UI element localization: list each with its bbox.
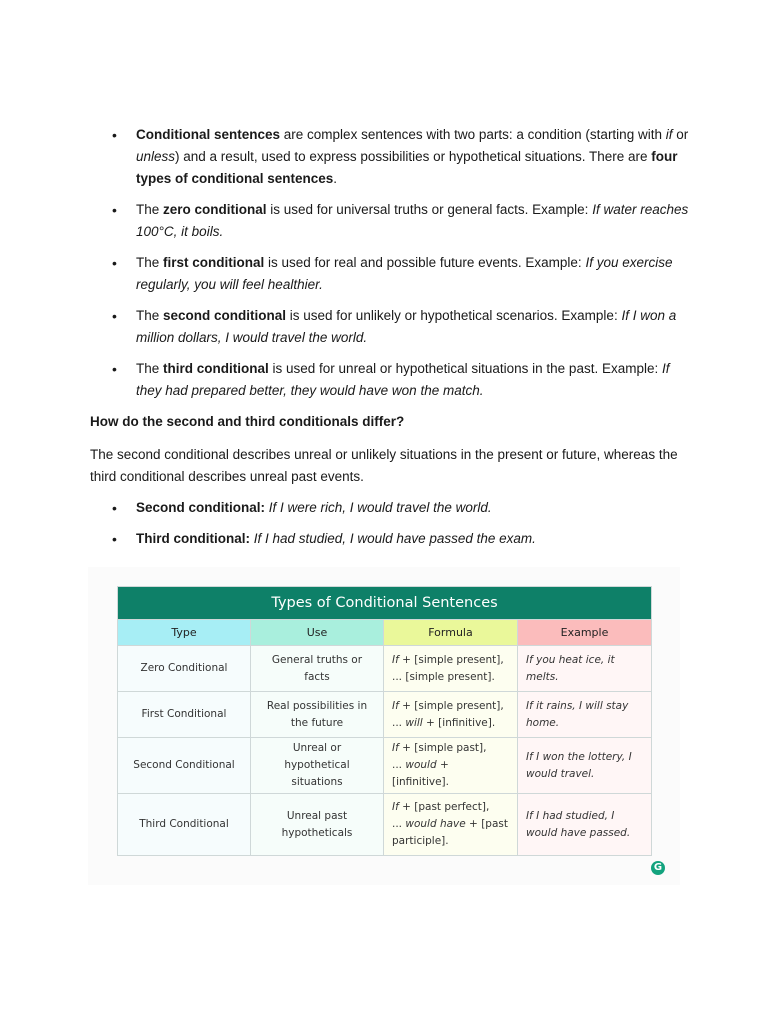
text-run: is used for unlikely or hypothetical scenarios. Example: [286, 308, 622, 323]
paragraph: The second conditional describes unreal or unlikely situations in the present or future, whereas the third conditional describes unreal past events. [90, 447, 678, 484]
formula-part: + [simple past], [398, 742, 487, 754]
text-run: or [672, 127, 689, 142]
example-cell: If I had studied, I would have passed. [518, 794, 652, 856]
use-cell: Unreal or hypothetical situations [251, 738, 384, 794]
conditional-types-table [117, 586, 652, 856]
section-heading: How do the second and third conditionals differ? [90, 414, 405, 429]
comparison-bullet-list [90, 497, 690, 550]
formula-modal: will [405, 716, 423, 729]
example-text: If I had studied, I would have passed the exam. [250, 531, 536, 546]
example-cell: If it rains, I will stay home. [518, 692, 652, 738]
use-cell: Unreal past hypotheticals [251, 794, 384, 856]
formula-part: + [infinitive]. [422, 716, 496, 729]
text-run: is used for unreal or hypothetical situations in the past. Example: [268, 361, 662, 376]
bold-term: zero conditional [163, 202, 267, 217]
example-cell: If you heat ice, it melts. [518, 646, 652, 692]
list-item [90, 199, 690, 243]
text-run: The [136, 255, 164, 270]
formula-cell [384, 646, 518, 692]
text-run: . [333, 171, 338, 186]
text-run: The [136, 308, 164, 323]
conditional-table-figure [88, 567, 680, 885]
formula-part: + [past perfect], [398, 801, 490, 813]
text-run: The [136, 202, 164, 217]
text-run: are complex sentences with two parts: a condition (starting with [280, 127, 666, 142]
text-run: ) and a result, used to express possibilities or hypothetical situations. There are [175, 149, 652, 164]
example-text: If they had prepared better, they would have won the match. [136, 361, 670, 398]
bold-term: Second conditional: [136, 500, 266, 515]
type-cell: Second Conditional [118, 738, 251, 794]
table-row [118, 646, 652, 692]
type-cell: Zero Conditional [118, 646, 251, 692]
formula-part: + [infinitive]. [392, 759, 449, 788]
formula-if: If [392, 653, 399, 666]
italic-word: unless [136, 149, 176, 164]
formula-part: + [simple present], [398, 653, 504, 666]
example-text: If I were rich, I would travel the world. [265, 500, 492, 515]
list-item [90, 124, 690, 190]
formula-cell [384, 738, 518, 794]
list-item [90, 252, 690, 296]
formula-if: If [392, 742, 399, 754]
table-row [118, 738, 652, 794]
bold-term: Third conditional: [136, 531, 250, 546]
list-item [90, 305, 690, 349]
text-run: is used for real and possible future events. Example: [264, 255, 586, 270]
formula-modal: would [405, 759, 437, 771]
column-header-type: Type [118, 620, 251, 646]
column-header-example: Example [518, 620, 652, 646]
formula-part: ... [392, 818, 406, 830]
table-title: Types of Conditional Sentences [118, 587, 652, 620]
example-text: If you exercise regularly, you will feel healthier. [136, 255, 673, 292]
italic-word: if [665, 127, 673, 142]
formula-cell [384, 794, 518, 856]
grammarly-logo-icon: G [651, 861, 665, 875]
use-cell: General truths or facts [251, 646, 384, 692]
example-text: If water reaches 100°C, it boils. [136, 202, 689, 239]
formula-part: ... [392, 716, 406, 729]
conditional-bullet-list [90, 124, 690, 402]
use-cell: Real possibilities in the future [251, 692, 384, 738]
table-row [118, 794, 652, 856]
formula-part: + [simple present], [398, 699, 504, 712]
bold-term: Conditional sentences [136, 127, 281, 142]
table-row [118, 692, 652, 738]
formula-cell [384, 692, 518, 738]
column-header-use: Use [251, 620, 384, 646]
bold-term: four types of conditional sentences [136, 149, 678, 186]
list-item [90, 358, 690, 402]
bold-term: first conditional [163, 255, 265, 270]
formula-part: ... [392, 759, 406, 771]
formula-if: If [392, 699, 399, 712]
formula-part: + [past participle]. [392, 818, 508, 847]
formula-part: ... [simple present]. [392, 670, 495, 683]
example-text: If I won a million dollars, I would travel the world. [136, 308, 677, 345]
bold-term: third conditional [163, 361, 269, 376]
type-cell: Third Conditional [118, 794, 251, 856]
example-cell: If I won the lottery, I would travel. [518, 738, 652, 794]
text-run: The [136, 361, 164, 376]
document-body [90, 124, 690, 559]
formula-modal: would have [405, 818, 466, 830]
list-item [90, 528, 690, 550]
text-run: is used for universal truths or general facts. Example: [266, 202, 593, 217]
column-header-formula: Formula [384, 620, 518, 646]
formula-if: If [392, 801, 399, 813]
list-item [90, 497, 690, 519]
type-cell: First Conditional [118, 692, 251, 738]
bold-term: second conditional [163, 308, 287, 323]
